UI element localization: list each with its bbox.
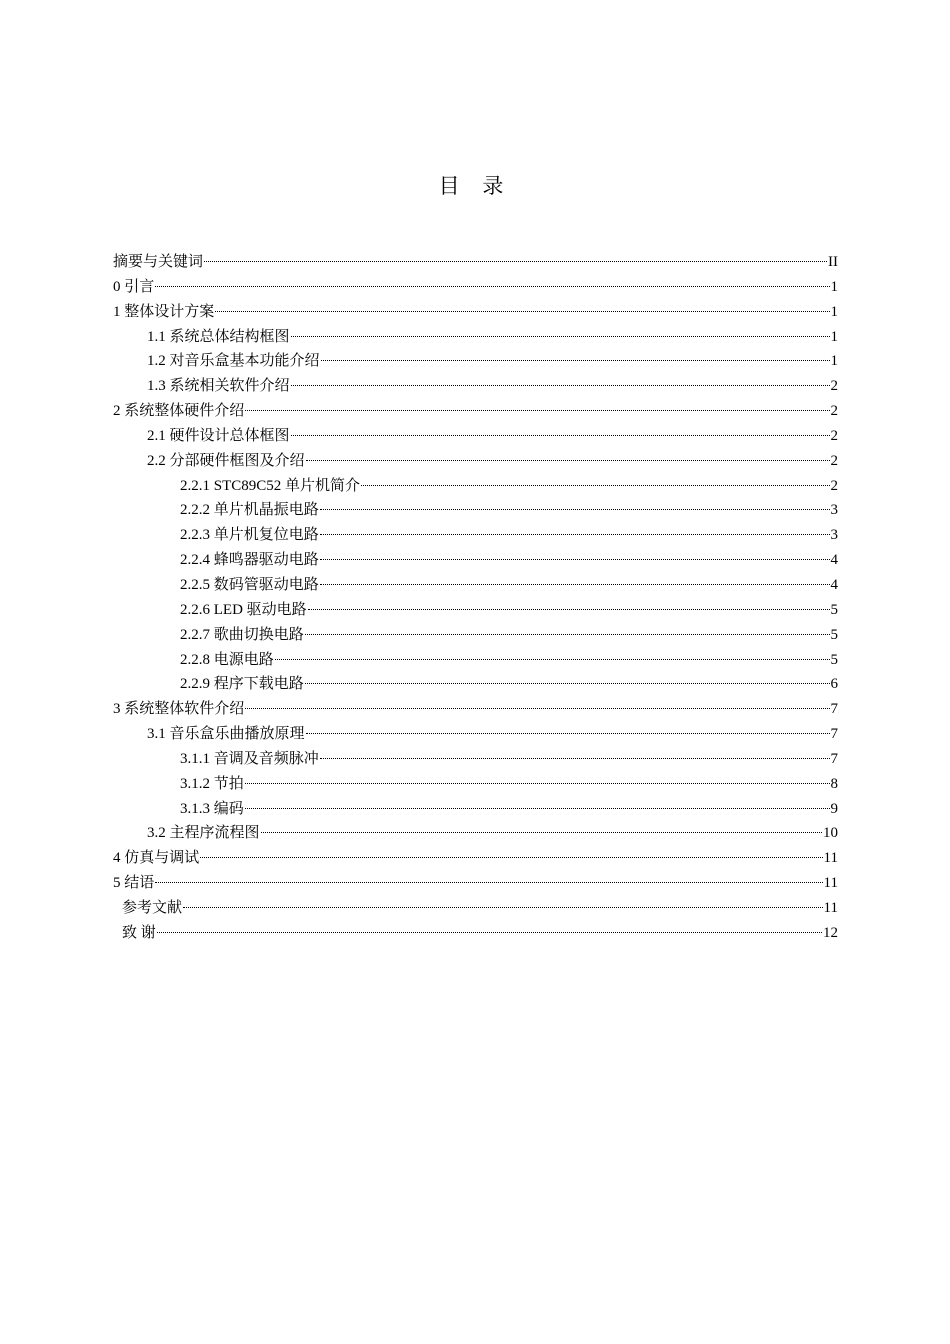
toc-entry-label: 3 系统整体软件介绍: [113, 701, 245, 718]
toc-entry-page: 12: [823, 924, 838, 941]
toc-entry-page: 7: [830, 701, 838, 718]
toc-entry-chapter-3[interactable]: [113, 697, 838, 722]
toc-entry-page: 5: [830, 601, 838, 618]
toc-entry-3-1[interactable]: [113, 722, 838, 747]
toc-entry-chapter-1[interactable]: [113, 300, 838, 325]
toc-entry-label: 1.3 系统相关软件介绍: [147, 378, 290, 395]
toc-entry-2-2-8[interactable]: [113, 648, 838, 673]
toc-entry-label: 3.2 主程序流程图: [147, 825, 260, 842]
toc-entry-label: 2.2.3 单片机复位电路: [180, 527, 319, 544]
dot-leader: [305, 633, 830, 635]
dot-leader: [321, 359, 830, 361]
toc-entry-page: 5: [830, 651, 838, 668]
dot-leader: [306, 732, 830, 734]
toc-entry-page: 5: [830, 626, 838, 643]
dot-leader: [157, 931, 822, 933]
dot-leader: [306, 459, 830, 461]
dot-leader: [155, 881, 822, 883]
toc-entry-3-2[interactable]: [113, 821, 838, 846]
toc-entry-page: 7: [830, 726, 838, 743]
toc-entry-page: 3: [830, 502, 838, 519]
toc-entry-3-1-1[interactable]: [113, 747, 838, 772]
toc-entry-2-2-7[interactable]: [113, 623, 838, 648]
toc-entry-2-1[interactable]: [113, 424, 838, 449]
toc-entry-label: 2.2.4 蜂鸣器驱动电路: [180, 552, 319, 569]
dot-leader: [261, 831, 822, 833]
dot-leader: [245, 409, 829, 411]
dot-leader: [291, 434, 830, 436]
dot-leader: [155, 285, 829, 287]
toc-entry-page: 2: [830, 427, 838, 444]
toc-entry-chapter-4[interactable]: [113, 846, 838, 871]
toc-entry-page: 3: [830, 527, 838, 544]
dot-leader: [291, 384, 830, 386]
toc-entry-page: 1: [830, 278, 838, 295]
dot-leader: [361, 484, 829, 486]
dot-leader: [320, 558, 830, 560]
toc-entry-label: 3.1.1 音调及音频脉冲: [180, 750, 319, 767]
toc-entry-label: 2.2.6 LED 驱动电路: [180, 601, 307, 618]
toc-entry-label: 0 引言: [113, 278, 155, 295]
dot-leader: [308, 608, 830, 610]
toc-entry-page: 1: [830, 328, 838, 345]
toc-entry-label: 2.2.9 程序下载电路: [180, 676, 304, 693]
dot-leader: [245, 707, 829, 709]
toc-entry-page: 2: [830, 452, 838, 469]
toc-entry-page: 1: [830, 353, 838, 370]
toc-entry-page: 10: [823, 825, 838, 842]
toc-entry-1-3[interactable]: [113, 374, 838, 399]
toc-entry-page: 8: [830, 775, 838, 792]
page-title: 目 录: [438, 174, 512, 198]
toc-entry-label: 2.2.1 STC89C52 单片机简介: [180, 477, 361, 494]
toc-entry-label: 1.2 对音乐盒基本功能介绍: [147, 353, 320, 370]
toc-entry-introduction[interactable]: [113, 275, 838, 300]
toc-entry-label: 2 系统整体硬件介绍: [113, 403, 245, 420]
toc-entry-label: 1 整体设计方案: [113, 303, 215, 320]
toc-entry-page: 7: [830, 750, 838, 767]
dot-leader: [245, 807, 830, 809]
toc-entry-label: 2.2.2 单片机晶振电路: [180, 502, 319, 519]
toc-entry-label: 2.2.5 数码管驱动电路: [180, 576, 319, 593]
toc-entry-label: 2.2 分部硬件框图及介绍: [147, 452, 305, 469]
toc-entry-page: 11: [823, 850, 838, 867]
dot-leader: [320, 757, 830, 759]
dot-leader: [320, 583, 830, 585]
dot-leader: [320, 533, 830, 535]
table-of-contents: [113, 250, 838, 946]
dot-leader: [291, 335, 830, 337]
toc-entry-chapter-2[interactable]: [113, 399, 838, 424]
toc-entry-1-2[interactable]: [113, 349, 838, 374]
toc-entry-2-2-1[interactable]: [113, 474, 838, 499]
toc-entry-3-1-3[interactable]: [113, 797, 838, 822]
toc-entry-page: 2: [830, 477, 838, 494]
dot-leader: [183, 906, 823, 908]
toc-entry-2-2-9[interactable]: [113, 672, 838, 697]
toc-entry-page: 4: [830, 576, 838, 593]
toc-entry-1-1[interactable]: [113, 325, 838, 350]
toc-entry-label: 致 谢: [122, 924, 156, 941]
toc-entry-page: 4: [830, 552, 838, 569]
toc-entry-page: 9: [830, 800, 838, 817]
toc-entry-2-2-6[interactable]: [113, 598, 838, 623]
toc-entry-page: 6: [830, 676, 838, 693]
toc-entry-page: 11: [823, 899, 838, 916]
dot-leader: [275, 658, 830, 660]
toc-entry-label: 3.1 音乐盒乐曲播放原理: [147, 726, 305, 743]
toc-entry-page: 2: [830, 378, 838, 395]
toc-entry-label: 摘要与关键词: [113, 254, 204, 270]
toc-entry-label: 2.1 硬件设计总体框图: [147, 427, 290, 444]
toc-entry-2-2[interactable]: [113, 449, 838, 474]
toc-entry-label: 4 仿真与调试: [113, 850, 200, 867]
toc-entry-2-2-3[interactable]: [113, 523, 838, 548]
toc-entry-references[interactable]: [113, 896, 838, 921]
dot-leader: [215, 310, 829, 312]
toc-entry-label: 3.1.2 节拍: [180, 775, 244, 792]
dot-leader: [305, 682, 830, 684]
toc-entry-chapter-5[interactable]: [113, 871, 838, 896]
toc-entry-label: 2.2.7 歌曲切换电路: [180, 626, 304, 643]
toc-entry-2-2-2[interactable]: [113, 498, 838, 523]
toc-entry-acknowledgements[interactable]: [113, 921, 838, 946]
toc-entry-page: 11: [823, 875, 838, 892]
toc-entry-2-2-4[interactable]: [113, 548, 838, 573]
toc-entry-page: 2: [830, 403, 838, 420]
dot-leader: [320, 508, 830, 510]
toc-entry-label: 3.1.3 编码: [180, 800, 244, 817]
toc-entry-page: II: [828, 254, 838, 270]
toc-entry-label: 5 结语: [113, 875, 155, 892]
dot-leader: [245, 782, 830, 784]
toc-entry-3-1-2[interactable]: [113, 772, 838, 797]
toc-entry-page: 1: [830, 303, 838, 320]
toc-entry-abstract[interactable]: [113, 250, 838, 275]
dot-leader: [200, 856, 822, 858]
toc-entry-label: 2.2.8 电源电路: [180, 651, 274, 668]
toc-entry-2-2-5[interactable]: [113, 573, 838, 598]
toc-entry-label: 1.1 系统总体结构框图: [147, 328, 290, 345]
dot-leader: [204, 260, 827, 262]
toc-entry-label: 参考文献: [122, 899, 183, 916]
